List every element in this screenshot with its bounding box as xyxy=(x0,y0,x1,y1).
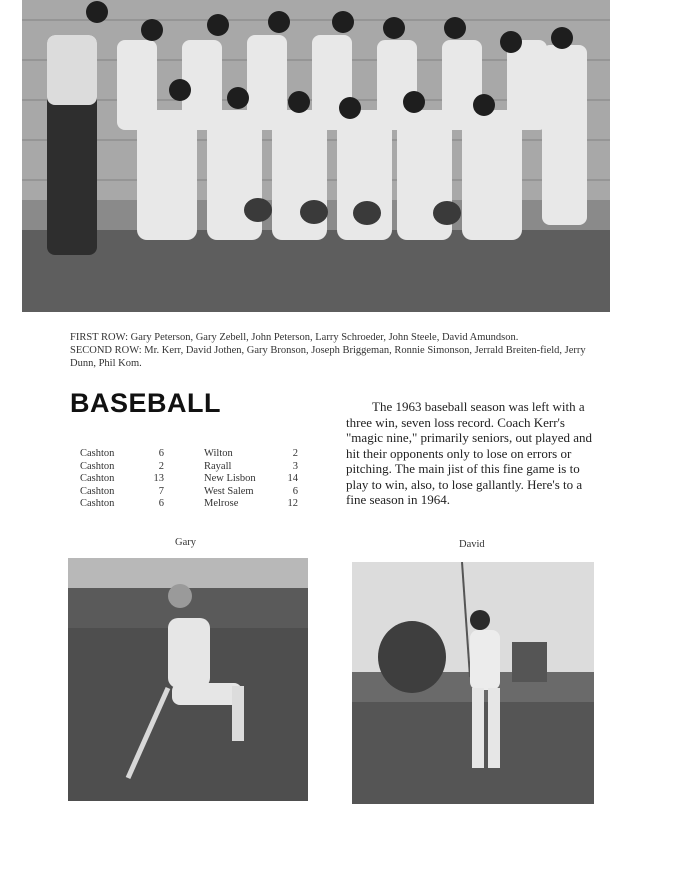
team-score: 13 xyxy=(153,473,164,484)
opponent-score: 2 xyxy=(292,448,298,459)
gary-photo-label: Gary xyxy=(175,537,196,548)
opponent-score: 14 xyxy=(287,473,298,484)
team-name: Cashton xyxy=(80,473,115,484)
score-table xyxy=(80,448,310,511)
score-row xyxy=(80,473,310,486)
team-name: Cashton xyxy=(80,485,115,497)
team-score: 6 xyxy=(158,498,164,509)
gary-photo xyxy=(68,558,308,801)
team-photo-caption xyxy=(70,331,600,370)
opponent-name: West Salem xyxy=(204,485,254,497)
score-row xyxy=(80,498,310,511)
team-name: Cashton xyxy=(80,460,115,472)
david-photo xyxy=(352,562,594,804)
season-summary: The 1963 baseball season was left with a three win, seven loss record. Coach Kerr's "magic nine," primarily seniors, out played and hit their opponents only to lose on errors or pitching. The main jist of this fine game is to play to win, also, to lose gallantly. Here's to a fine season in 1964. xyxy=(346,399,592,507)
david-photo-label: David xyxy=(459,539,485,550)
opponent-name: Rayall xyxy=(204,460,232,472)
team-photo xyxy=(22,0,610,312)
page-heading: BASEBALL xyxy=(70,388,221,418)
score-row xyxy=(80,461,310,474)
caption-first-row: FIRST ROW: Gary Peterson, Gary Zebell, John Peterson, Larry Schroeder, John Steele, David Amundson. xyxy=(70,332,519,343)
opponent-name: Melrose xyxy=(204,498,239,509)
score-row xyxy=(80,448,310,461)
team-score: 2 xyxy=(158,460,164,472)
team-name: Cashton xyxy=(80,498,115,509)
score-row xyxy=(80,486,310,499)
team-score: 7 xyxy=(158,485,164,497)
caption-second-row: SECOND ROW: Mr. Kerr, David Jothen, Gary Bronson, Joseph Briggeman, Ronnie Simonson, Jerrald Breiten-field, Jerry Dunn, Phil Kom. xyxy=(70,345,586,369)
team-score: 6 xyxy=(158,448,164,459)
opponent-score: 3 xyxy=(292,460,298,472)
team-name: Cashton xyxy=(80,448,115,459)
opponent-name: New Lisbon xyxy=(204,473,256,484)
opponent-name: Wilton xyxy=(204,448,233,459)
opponent-score: 6 xyxy=(292,485,298,497)
opponent-score: 12 xyxy=(287,498,298,509)
